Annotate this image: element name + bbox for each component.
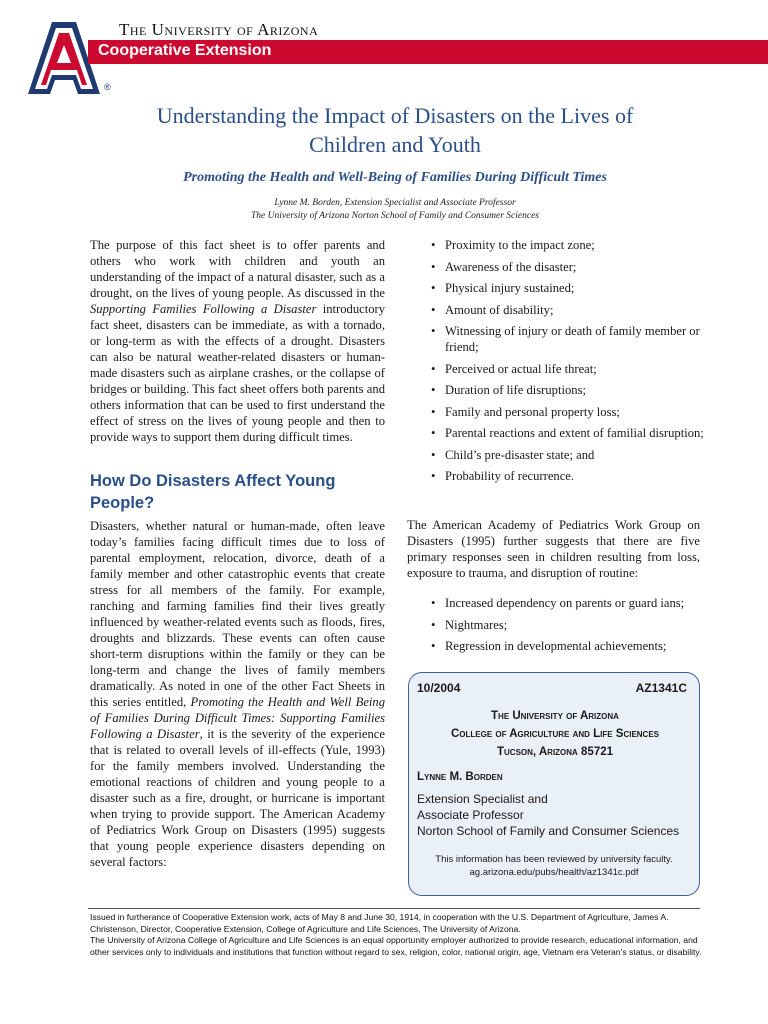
publication-date: 10/2004 bbox=[417, 681, 461, 695]
list-item: • Amount of disability; bbox=[427, 302, 707, 318]
intro-paragraph: The purpose of this fact sheet is to offer parents and others who work with children and youth an understanding of the impact of a natural disaster, such as a drought, on the lives of young people. As discussed in the Supporting Families Following a Disaster introductory fact sheet, disasters can be immediate, as with a tornado, or long-term as with the effects of a drought. Disasters can also be natural weather-related disasters or human-made disasters such as airplane crashes, or the collapse of bridges or building. This fact sheet offers both parents and others information that can be used to first understand the effect of stress on the lives of young people and then to provide ways to support them during difficult times. bbox=[90, 238, 386, 444]
responses-list-container bbox=[427, 595, 707, 660]
list-item: • Witnessing of injury or death of family member or friend; bbox=[427, 323, 707, 355]
title-line-2: Children and Youth bbox=[309, 132, 481, 157]
list-item: • Child’s pre-disaster state; and bbox=[427, 447, 707, 463]
footer-line-2: The University of Arizona College of Agriculture and Life Sciences is an equal opportunity employer authorized to provide research, educational information, and other services only to individuals and institutions that function without regard to sex, religion, color, national origin, age, Vietnam era Veteran’s status, or disability. bbox=[90, 935, 702, 957]
footer-notice bbox=[90, 912, 702, 958]
section-emphasis: Promoting the Health and Well Being of Families During Difficult Times: Supporting Families Following a Disaster bbox=[90, 695, 386, 741]
footer-divider bbox=[88, 908, 700, 909]
intro-emphasis: Supporting Families Following a Disaster bbox=[90, 302, 317, 316]
department-name: Cooperative Extension bbox=[98, 42, 272, 59]
list-item: • Perceived or actual life threat; bbox=[427, 361, 707, 377]
author-name: Lynne M. Borden bbox=[417, 771, 503, 783]
title-line-1: Understanding the Impact of Disasters on the Lives of bbox=[156, 103, 634, 128]
list-item: • Regression in developmental achievements; bbox=[427, 638, 707, 654]
publication-info-box bbox=[408, 672, 700, 896]
responses-paragraph: The American Academy of Pediatrics Work Group on Disasters (1995) further suggests that there are five primary responses seen in children resulting from loss, exposure to trauma, and disruption of routine: bbox=[407, 518, 700, 580]
byline bbox=[100, 197, 690, 223]
factors-list bbox=[427, 237, 707, 484]
org-university: The University of Arizona bbox=[491, 710, 619, 722]
factors-list-container bbox=[427, 237, 707, 490]
section-heading: How Do Disasters Affect Young People? bbox=[90, 472, 336, 512]
list-item: • Parental reactions and extent of familial disruption; bbox=[427, 425, 707, 441]
document-title bbox=[100, 101, 690, 159]
section-paragraph: Disasters, whether natural or human-made, often leave today’s families facing difficult times due to loss of parental employment, relocation, divorce, death of a family member and other catastrophic events that create stress for all members of the family. For example, ranching and farming families find their lives greatly influenced by weather-related events such as floods, fires, droughts and blizzards. These events can often cause short-term disruptions within the family or they can be long-term and change the lives of family members dramatically. As noted in one of the other Fact Sheets in this series entitled, Promoting the Health and Well Being of Families During Difficult Times: Supporting Families Following a Disaster, it is the severity of the experience that is related to overall levels of ill-effects (Yule, 1993) for the family members involved. Understanding the emotional reactions of children and young people to a disaster such as a fire, drought, or hurricane is important when trying to provide support. The American Academy of Pediatrics Work Group on Disasters (1995) suggests that young people experience disasters depending on several factors: bbox=[90, 519, 386, 869]
footer-line-1: Issued in furtherance of Cooperative Extension work, acts of May 8 and June 30, 1914, in cooperation with the U.S. Department of Agriculture, James A. Christenson, Director, Cooperative Extension, College of Agriculture and Life Sciences, The University of Arizona. bbox=[90, 912, 669, 934]
university-name: The University of Arizona bbox=[119, 20, 319, 39]
list-item: • Physical injury sustained; bbox=[427, 280, 707, 296]
byline-author: Lynne M. Borden, Extension Specialist and Associate Professor bbox=[274, 198, 516, 208]
list-item: • Increased dependency on parents or guard ians; bbox=[427, 595, 707, 611]
publication-code: AZ1341C bbox=[635, 681, 687, 695]
responses-list bbox=[427, 595, 707, 654]
list-item: • Family and personal property loss; bbox=[427, 404, 707, 420]
byline-affiliation: The University of Arizona Norton School of Family and Consumer Sciences bbox=[251, 211, 539, 221]
org-college: College of Agriculture and Life Sciences bbox=[450, 728, 660, 740]
registered-mark: ® bbox=[104, 82, 111, 92]
document-subtitle: Promoting the Health and Well-Being of Families During Difficult Times bbox=[183, 170, 607, 185]
list-item: • Probability of recurrence. bbox=[427, 468, 707, 484]
review-note: This information has been reviewed by university faculty. ag.arizona.edu/pubs/health/az1341c.pdf bbox=[409, 853, 699, 879]
author-role: Extension Specialist and Associate Professor Norton School of Family and Consumer Sciences bbox=[417, 792, 680, 838]
list-item: • Proximity to the impact zone; bbox=[427, 237, 707, 253]
list-item: • Awareness of the disaster; bbox=[427, 259, 707, 275]
publication-url: ag.arizona.edu/pubs/health/az1341c.pdf bbox=[469, 867, 639, 878]
list-item: • Duration of life disruptions; bbox=[427, 382, 707, 398]
org-location: Tucson, Arizona 85721 bbox=[496, 746, 614, 758]
list-item: • Nightmares; bbox=[427, 617, 707, 633]
